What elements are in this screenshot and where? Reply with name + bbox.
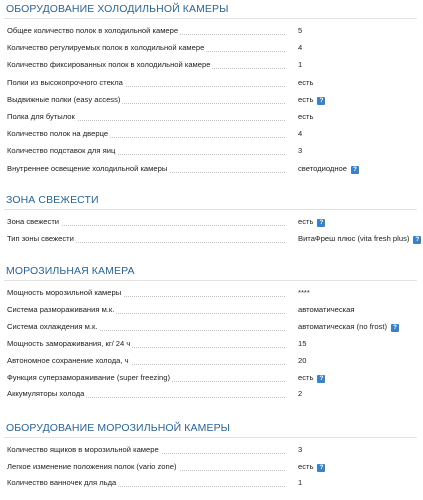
spec-label: Функция суперзамораживание (super freezing) [7,372,171,382]
spec-value-text: есть [298,94,314,104]
spec-label: Внутреннее освещение холодильной камеры [7,163,168,173]
spec-row [0,164,423,181]
section-title: ОБОРУДОВАНИЕ ХОЛОДИЛЬНОЙ КАМЕРЫ [6,3,229,15]
spec-value [298,95,325,105]
spec-row [0,322,423,339]
spec-value [298,478,302,488]
spec-value-text: 3 [298,146,303,156]
spec-row [0,78,423,95]
spec-row [0,146,423,163]
spec-value [298,462,325,472]
spec-row [0,478,423,495]
section-title: ОБОРУДОВАНИЕ МОРОЗИЛЬНОЙ КАМЕРЫ [6,422,231,434]
spec-label: Полка для бутылок [7,112,75,121]
spec-value [298,43,302,53]
spec-value-text: **** [298,288,310,297]
spec-row [0,462,423,479]
spec-value [298,146,302,156]
section-divider [4,280,417,281]
spec-value-text: ВитаФреш плюс (vita fresh plus) [298,234,410,243]
spec-value [298,373,325,383]
spec-label: Количество регулируемых полок в холодильной камере [7,43,205,53]
spec-row [0,305,423,322]
spec-label: Аккумуляторы холода [7,389,85,399]
spec-value-text: автоматическая [298,304,355,314]
spec-label: Зона свежести [7,217,60,226]
spec-value-text: 4 [298,129,303,139]
spec-value-text: есть [298,372,314,382]
section-divider [4,209,417,210]
spec-label: Количество подставок для яиц [7,146,116,156]
spec-value [298,288,310,298]
spec-label: Система размораживания м.к. [7,304,115,314]
spec-row [0,445,423,462]
spec-row [0,217,423,234]
help-icon[interactable]: ? [391,324,399,332]
spec-value-text: 1 [298,60,303,70]
help-icon[interactable]: ? [351,166,359,174]
help-icon[interactable]: ? [317,97,325,105]
section-divider [4,437,417,438]
section-title: МОРОЗИЛЬНАЯ КАМЕРА [6,265,135,277]
spec-value-text: 3 [298,445,303,454]
spec-value-text: 20 [298,355,307,365]
spec-value-text: 1 [298,478,303,487]
spec-row [0,43,423,60]
spec-row [0,356,423,373]
spec-value-text: светодиодное [298,163,347,173]
help-icon[interactable]: ? [317,219,325,227]
spec-value [298,445,302,455]
spec-value-text: есть [298,77,314,87]
spec-value [298,112,313,122]
section-title: ЗОНА СВЕЖЕСТИ [6,194,99,206]
spec-value [298,78,313,88]
spec-row [0,288,423,305]
section-divider [4,18,417,19]
spec-row [0,60,423,77]
spec-label: Количество полок на дверце [7,129,109,139]
help-icon[interactable]: ? [317,375,325,383]
spec-label: Количество ящиков в морозильной камере [7,445,159,454]
spec-value [298,356,306,366]
spec-label: Количество ванночек для льда [7,478,117,487]
spec-row [0,26,423,43]
spec-value [298,322,399,332]
spec-value-text: 15 [298,338,307,348]
spec-label: Общее количество полок в холодильной камере [7,26,179,35]
spec-value [298,26,302,36]
spec-value-text: есть [298,217,314,226]
spec-row [0,234,423,251]
help-icon[interactable]: ? [317,464,325,472]
spec-label: Система охлаждения м.к. [7,321,98,331]
spec-label: Тип зоны свежести [7,234,74,243]
spec-value-text: есть [298,112,314,121]
spec-label: Мощность морозильной камеры [7,288,122,297]
spec-row [0,129,423,146]
spec-value [298,234,421,244]
spec-value-text: 2 [298,389,303,399]
spec-label: Выдвижные полки (easy access) [7,94,121,104]
spec-label: Легкое изменение положения полок (vario zone) [7,461,177,471]
spec-value [298,129,302,139]
spec-value [298,217,325,227]
spec-value-text: есть [298,461,314,471]
spec-value [298,305,355,315]
spec-row [0,95,423,112]
spec-value-text: 5 [298,26,303,35]
help-icon[interactable]: ? [413,236,421,244]
spec-row [0,389,423,406]
spec-label: Полки из высокопрочного стекла [7,77,123,87]
spec-row [0,339,423,356]
spec-value-text: автоматическая (no frost) [298,321,387,331]
spec-value [298,389,302,399]
spec-label: Количество фиксированных полок в холодильной камере [7,60,211,70]
spec-value [298,60,302,70]
spec-row [0,112,423,129]
spec-value [298,164,359,174]
spec-label: Автономное сохранение холода, ч [7,355,129,365]
spec-label: Мощность замораживания, кг/ 24 ч [7,338,131,348]
spec-value [298,339,306,349]
spec-value-text: 4 [298,43,303,53]
spec-row [0,373,423,390]
